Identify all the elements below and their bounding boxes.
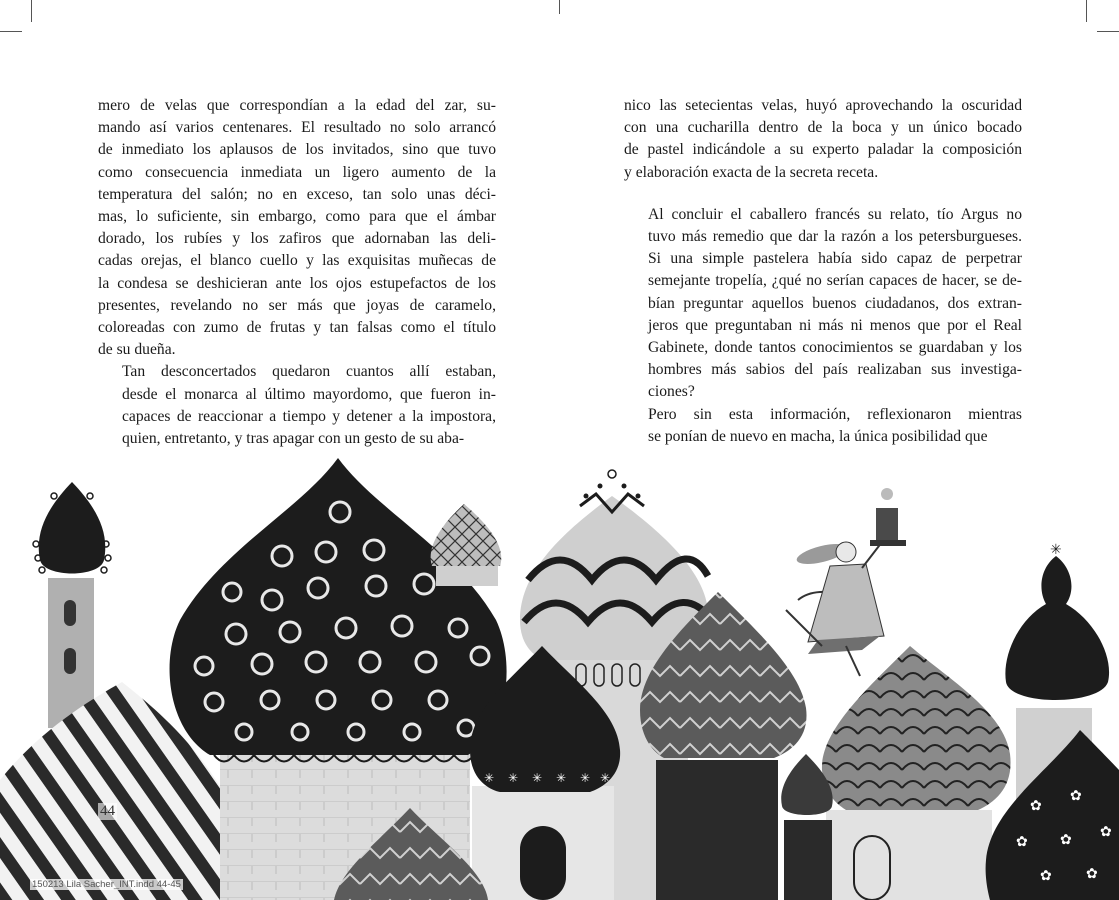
crop-mark [559, 0, 560, 14]
text-line: nico las setecientas velas, huyó aprovechando la oscuridad [624, 97, 1022, 114]
flying-girl-with-cake [786, 488, 906, 676]
svg-text:✳: ✳ [556, 771, 567, 785]
text-line: semejante tropelía, ¿qué no serían capaces de hacer, se de- [648, 272, 1022, 290]
svg-text:✳: ✳ [532, 771, 543, 785]
svg-text:✳: ✳ [1050, 542, 1062, 558]
text-line: dorado, los rubíes y los zafiros que adornaban las deli- [98, 230, 496, 248]
text-line: desde el monarca al último mayordomo, que fueron in- [122, 385, 496, 403]
text-line: con una cucharilla dentro de la boca y un único bocado [624, 119, 1022, 137]
text-line: capaces de reaccionar a tiempo y detener a la impostora, [122, 407, 496, 425]
svg-text:✿: ✿ [1070, 788, 1082, 804]
page-number: 44 [100, 803, 115, 819]
text-line: mando así varios centenares. El resultado no solo arrancó [98, 119, 496, 137]
paragraph [624, 204, 1022, 404]
svg-text:✳: ✳ [580, 771, 591, 785]
svg-text:✳: ✳ [508, 771, 519, 785]
text-line: mas, lo suficiente, sin embargo, como para que el ámbar [98, 208, 496, 226]
text-line: se ponían de nuevo en macha, la única posibilidad que [648, 427, 988, 445]
crop-mark [1086, 0, 1087, 22]
text-line: Al concluir el caballero francés su relato, tío Argus no [648, 205, 1022, 223]
text-line: de inmediato los aplausos de los invitados, sino que tuvo [98, 141, 496, 159]
text-column-right [624, 95, 1022, 448]
text-line: y elaboración exacta de la secreta receta. [624, 163, 879, 181]
svg-text:✳: ✳ [484, 771, 495, 785]
paragraph [98, 95, 496, 361]
svg-text:✿: ✿ [1060, 832, 1072, 848]
text-line: jeros que preguntaban ni más ni menos que por el Real [648, 316, 1022, 334]
paragraph [624, 95, 1022, 184]
text-line: presentes, revelando no ser más que joyas de caramelo, [98, 296, 496, 314]
text-line: bían preguntar aquellos buenos ciudadanos, dos extran- [648, 294, 1022, 312]
text-line: temperatura del salón; no en exceso, tan solo unas déci- [98, 185, 496, 203]
text-line: Gabinete, donde tantos conocimientos se guardaban y los [648, 339, 1022, 357]
paragraph-gap [624, 184, 1022, 204]
onion-domes-illustration [0, 450, 1119, 900]
svg-text:✿: ✿ [1100, 824, 1112, 840]
paragraph [98, 361, 496, 450]
text-line: tuvo más remedio que dar la razón a los petersburgueses. [648, 228, 1022, 246]
svg-text:✳: ✳ [600, 771, 611, 785]
crop-mark [1097, 31, 1119, 32]
text-column-left [98, 95, 496, 450]
text-line: la condesa se deshicieran ante los ojos estupefactos de los [98, 274, 496, 292]
scalloped-dome [822, 646, 1011, 900]
svg-text:✿: ✿ [1016, 834, 1028, 850]
text-line: hombres más sabios del país realizaban sus investiga- [648, 361, 1022, 379]
svg-text:✿: ✿ [1030, 798, 1042, 814]
text-line: Tan desconcertados quedaron cuantos allí estaban, [122, 363, 496, 381]
text-line: Pero sin esta información, reflexionaron mientras [648, 405, 1022, 423]
text-line: quien, entretanto, y tras apagar con un gesto de su aba- [122, 430, 465, 448]
text-line: Si una simple pastelera había sido capaz de perpetrar [648, 250, 1022, 268]
text-line: coloreadas con zumo de frutas y tan falsas como el título [98, 319, 496, 337]
crop-mark [31, 0, 32, 22]
text-line: de pastel indicándole a su experto paladar la composición [624, 141, 1022, 159]
left-tower [33, 482, 111, 728]
paragraph [624, 404, 1022, 448]
print-slug: 150213 Lila Sacher_INT.indd 44-45 [32, 879, 181, 890]
lattice-dome [431, 504, 502, 586]
svg-text:✿: ✿ [1086, 866, 1098, 882]
text-line: de su dueña. [98, 341, 176, 359]
crop-mark [0, 31, 22, 32]
text-line: mero de velas que correspondían a la edad del zar, su- [98, 97, 496, 114]
text-line: como consecuencia inmediata un ligero aumento de la [98, 163, 496, 181]
text-line: cadas orejas, el blanco cuello y las exquisitas muñecas de [98, 252, 496, 270]
text-line: ciones? [648, 383, 695, 401]
svg-text:✿: ✿ [1040, 868, 1052, 884]
